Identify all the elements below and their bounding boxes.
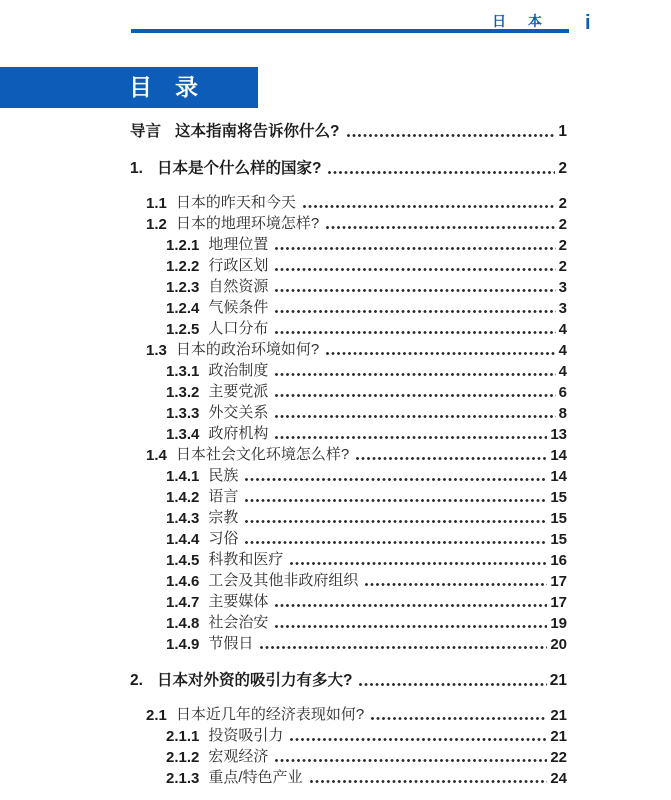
dot-leader xyxy=(327,169,555,176)
toc-entry-page: 14 xyxy=(550,447,567,464)
toc-entry-page: 16 xyxy=(550,552,567,569)
toc-entry-label: 气候条件 xyxy=(208,299,269,316)
toc-entry[interactable] xyxy=(130,506,567,527)
toc-entry-label: 日本的地理环境怎样? xyxy=(175,215,320,232)
toc-entry-page: 20 xyxy=(550,636,567,653)
toc-entry-label: 政府机构 xyxy=(208,425,269,442)
toc-entry-label: 工会及其他非政府组织 xyxy=(208,572,359,589)
toc-entry[interactable] xyxy=(130,669,567,690)
dot-leader xyxy=(274,329,555,336)
toc-entry-label: 行政区划 xyxy=(208,257,269,274)
toc-entry-page: 15 xyxy=(550,531,567,548)
toc-entry-page: 17 xyxy=(550,573,567,590)
dot-leader xyxy=(358,681,546,688)
toc-entry-page: 3 xyxy=(558,300,567,317)
toc-entry-number: 1.2.1 xyxy=(166,237,200,254)
dot-leader xyxy=(309,778,548,785)
toc-entry-page: 21 xyxy=(550,707,567,724)
toc-entry[interactable] xyxy=(130,745,567,766)
toc-entry-label: 民族 xyxy=(208,467,239,484)
toc-entry-label: 日本近几年的经济表现如何? xyxy=(175,706,365,723)
toc-entry-number: 导言 xyxy=(130,123,162,140)
dot-leader xyxy=(274,623,547,630)
toc-entry-label: 外交关系 xyxy=(208,404,269,421)
toc-entry-page: 2 xyxy=(558,160,567,177)
toc-entry-page: 15 xyxy=(550,510,567,527)
toc-entry[interactable] xyxy=(130,359,567,380)
toc-entry-number: 1.4.7 xyxy=(166,594,200,611)
toc-entry-page: 4 xyxy=(558,342,567,359)
toc-entry-number: 1.4.5 xyxy=(166,552,200,569)
dot-leader xyxy=(274,308,555,315)
toc-entry-number: 1.4.1 xyxy=(166,468,200,485)
toc-entry-page: 21 xyxy=(549,672,567,689)
dot-leader xyxy=(274,413,555,420)
dot-leader xyxy=(274,602,547,609)
toc-entry-label: 日本社会文化环境怎么样? xyxy=(175,446,350,463)
dot-leader xyxy=(259,644,547,651)
toc-entry[interactable] xyxy=(130,275,567,296)
toc-entry-number: 1.2.4 xyxy=(166,300,200,317)
toc-entry-label: 投资吸引力 xyxy=(208,727,284,744)
toc-title-banner xyxy=(0,67,258,108)
toc-entry-page: 17 xyxy=(550,594,567,611)
toc-entry[interactable] xyxy=(130,401,567,422)
toc-entry-page: 13 xyxy=(550,426,567,443)
toc-entry-label: 地理位置 xyxy=(208,236,269,253)
toc-entry[interactable] xyxy=(130,191,567,212)
toc-entry-page: 19 xyxy=(550,615,567,632)
toc-entry-number: 1.4.8 xyxy=(166,615,200,632)
toc-entry-page: 2 xyxy=(558,237,567,254)
toc-entry[interactable] xyxy=(130,338,567,359)
toc-entry[interactable] xyxy=(130,527,567,548)
toc-entry-number: 2. xyxy=(130,672,143,689)
toc-entry[interactable] xyxy=(130,766,567,787)
toc-entry-page: 2 xyxy=(558,195,567,212)
toc-entry-page: 14 xyxy=(550,468,567,485)
toc-entry-number: 2.1.2 xyxy=(166,749,200,766)
toc-entry-number: 1.4 xyxy=(146,447,167,464)
dot-leader xyxy=(244,497,547,504)
toc-entry-page: 4 xyxy=(558,321,567,338)
toc-entry[interactable] xyxy=(130,590,567,611)
toc-entry-page: 4 xyxy=(558,363,567,380)
toc-entry-label: 这本指南将告诉你什么? xyxy=(175,123,340,140)
dot-leader xyxy=(355,455,547,462)
dot-leader xyxy=(274,245,555,252)
toc-entry[interactable] xyxy=(130,611,567,632)
toc-entry-label: 宗教 xyxy=(208,509,239,526)
toc-entry[interactable] xyxy=(130,443,567,464)
toc-entry-label: 宏观经济 xyxy=(208,748,269,765)
toc-entry-label: 语言 xyxy=(208,488,239,505)
toc-entry-number: 1.4.3 xyxy=(166,510,200,527)
toc-entry-number: 1.3.1 xyxy=(166,363,200,380)
toc-entry-label: 人口分布 xyxy=(208,320,269,337)
toc-entry[interactable] xyxy=(130,380,567,401)
toc-entry-number: 1.3.4 xyxy=(166,426,200,443)
dot-leader xyxy=(325,350,555,357)
toc-entry-page: 1 xyxy=(558,123,567,140)
dot-leader xyxy=(289,736,547,743)
dot-leader xyxy=(370,715,547,722)
toc-entry-label: 日本对外资的吸引力有多大? xyxy=(156,672,353,689)
toc-entry-number: 1.4.6 xyxy=(166,573,200,590)
toc-entry-number: 1.3.3 xyxy=(166,405,200,422)
toc-entry-number: 2.1.1 xyxy=(166,728,200,745)
dot-leader xyxy=(274,266,555,273)
toc-entry[interactable] xyxy=(130,212,567,233)
toc-entry-number: 1.3.2 xyxy=(166,384,200,401)
toc-entry-label: 主要媒体 xyxy=(208,593,269,610)
running-header-title: 日 本 xyxy=(492,13,551,29)
toc-entry-number: 1.2.2 xyxy=(166,258,200,275)
toc-entry-number: 2.1.3 xyxy=(166,770,200,787)
toc-title: 目 录 xyxy=(129,74,198,100)
header-rule xyxy=(131,29,569,33)
toc-entry-page: 3 xyxy=(558,279,567,296)
toc-entry-label: 政治制度 xyxy=(208,362,269,379)
toc-entry[interactable] xyxy=(130,317,567,338)
toc-entry[interactable] xyxy=(130,632,567,653)
toc-entry[interactable] xyxy=(130,703,567,724)
dot-leader xyxy=(244,539,547,546)
toc-entry[interactable] xyxy=(130,254,567,275)
toc-entry-label: 社会治安 xyxy=(208,614,269,631)
toc-entry[interactable] xyxy=(130,485,567,506)
toc-entry-label: 日本的政治环境如何? xyxy=(175,341,320,358)
toc-entry-number: 1.2 xyxy=(146,216,167,233)
dot-leader xyxy=(325,224,555,231)
toc-entry-number: 1.4.9 xyxy=(166,636,200,653)
dot-leader xyxy=(274,434,547,441)
toc-entry-label: 习俗 xyxy=(208,530,239,547)
toc-entry-number: 1.2.3 xyxy=(166,279,200,296)
dot-leader xyxy=(274,371,555,378)
toc-entry-label: 主要党派 xyxy=(208,383,269,400)
toc-entry-page: 6 xyxy=(558,384,567,401)
toc-entry-label: 日本的昨天和今天 xyxy=(175,194,296,211)
toc-entry-page: 2 xyxy=(558,258,567,275)
dot-leader xyxy=(244,518,547,525)
toc-entry-number: 1.4.2 xyxy=(166,489,200,506)
page-number: i xyxy=(585,12,591,34)
toc-entry[interactable] xyxy=(130,120,567,141)
toc-entry-label: 重点/特色产业 xyxy=(208,769,303,786)
toc-entry-number: 1. xyxy=(130,160,143,177)
toc-entry[interactable] xyxy=(130,233,567,254)
toc-entry-label: 科教和医疗 xyxy=(208,551,284,568)
dot-leader xyxy=(274,392,555,399)
dot-leader xyxy=(274,757,547,764)
toc-entry-page: 22 xyxy=(550,749,567,766)
dot-leader xyxy=(289,560,547,567)
toc-entry-page: 15 xyxy=(550,489,567,506)
dot-leader xyxy=(274,287,555,294)
toc-entry-number: 1.1 xyxy=(146,195,167,212)
dot-leader xyxy=(364,581,547,588)
toc-entry-number: 1.4.4 xyxy=(166,531,200,548)
dot-leader xyxy=(244,476,547,483)
toc-entry-label: 节假日 xyxy=(208,635,254,652)
toc-entry[interactable] xyxy=(130,296,567,317)
toc-entry[interactable] xyxy=(130,464,567,485)
dot-leader xyxy=(302,203,556,210)
toc-entry[interactable] xyxy=(130,157,567,178)
toc-entry[interactable] xyxy=(130,724,567,745)
toc-entry-page: 24 xyxy=(550,770,567,787)
toc-entry-number: 2.1 xyxy=(146,707,167,724)
toc-entry-page: 21 xyxy=(550,728,567,745)
toc-entry[interactable] xyxy=(130,422,567,443)
toc-entry[interactable] xyxy=(130,548,567,569)
toc-entry-number: 1.2.5 xyxy=(166,321,200,338)
toc-list xyxy=(130,120,567,787)
toc-entry-page: 8 xyxy=(558,405,567,422)
toc-entry-label: 自然资源 xyxy=(208,278,269,295)
toc-entry-label: 日本是个什么样的国家? xyxy=(156,160,322,177)
toc-entry-number: 1.3 xyxy=(146,342,167,359)
toc-entry[interactable] xyxy=(130,569,567,590)
toc-entry-page: 2 xyxy=(558,216,567,233)
dot-leader xyxy=(346,132,556,139)
